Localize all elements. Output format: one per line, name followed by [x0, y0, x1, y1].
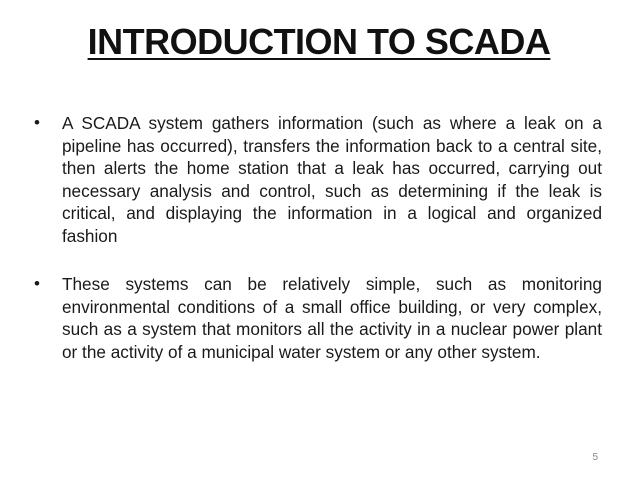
bullet-list: [34, 112, 602, 389]
bullet-marker-icon: •: [34, 274, 40, 293]
slide-title-text: INTRODUCTION TO SCADA: [87, 21, 551, 62]
bullet-text-2: These systems can be relatively simple, such as monitoring environmental conditions of a small office building, or very complex, such as a system that monitors all the activity in a nuclear power plant or the activity of a municipal water system or any other system.: [62, 274, 602, 362]
bullet-item-2: [34, 273, 602, 363]
slide-title: [0, 19, 638, 65]
bullet-text-1: A SCADA system gathers information (such as where a leak on a pipeline has occurred), transfers the information back to a central site, then alerts the home station that a leak has occurred, carrying out necessary analysis and control, such as determining if the leak is critical, and displaying the information in a logical and organized fashion: [62, 113, 602, 246]
page-number: 5: [592, 452, 598, 463]
bullet-item-1: [34, 112, 602, 247]
bullet-marker-icon: •: [34, 113, 40, 132]
